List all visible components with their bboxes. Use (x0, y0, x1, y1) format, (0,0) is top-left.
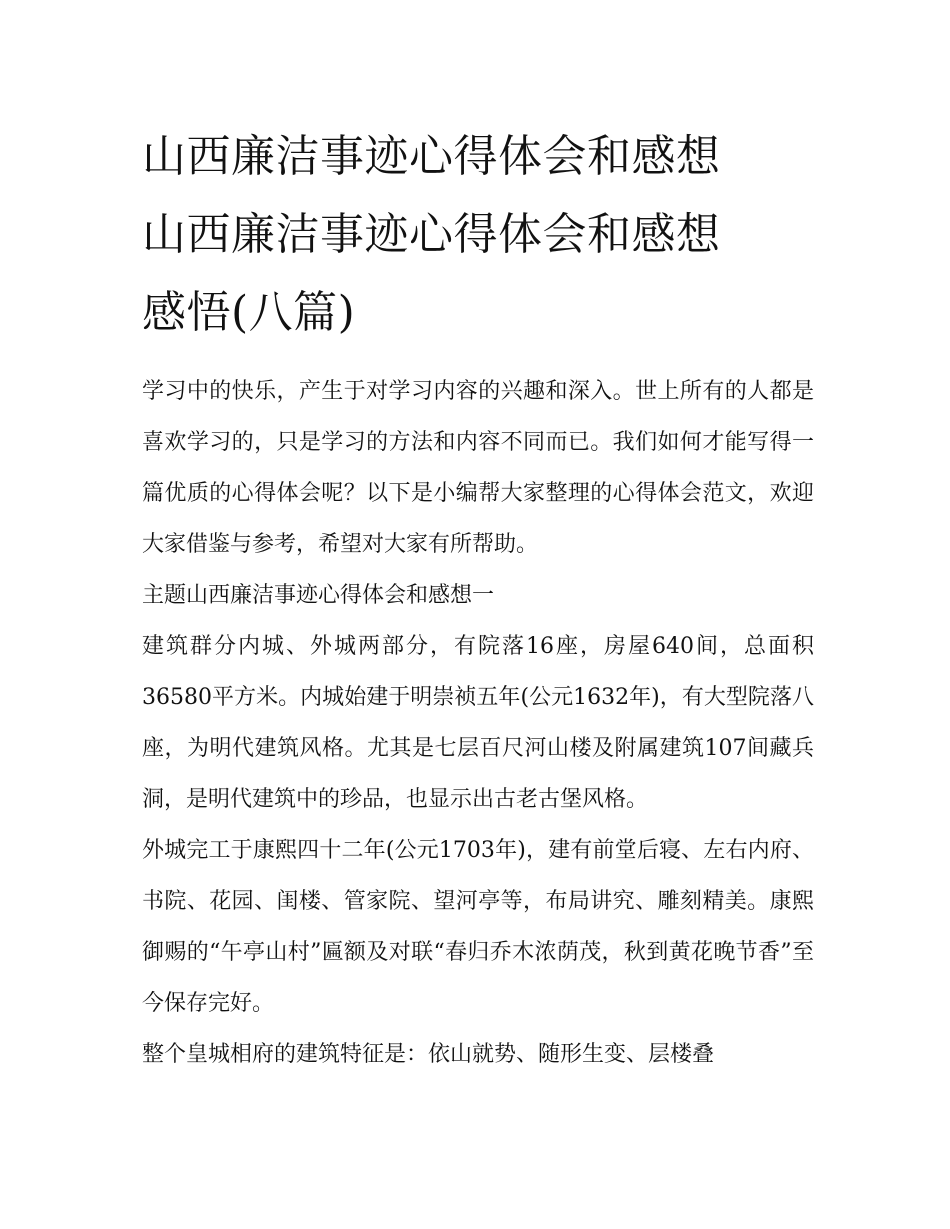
title-line-1: 山西廉洁事迹心得体会和感想 (142, 131, 721, 182)
body-paragraph-2: 外城完工于康熙四十二年(公元1703年)，建有前堂后寝、左右内府、书院、花园、闺楼、管家院、望河亭等，布局讲究、雕刻精美。康熙御赐的“午亭山村”匾额及对联“春归乔木浓荫茂，秋到黄花晚节香”至今保存完好。 (142, 838, 814, 1016)
document-title (142, 118, 814, 352)
title-line-3: 感悟(八篇) (142, 287, 356, 338)
intro-paragraph: 学习中的快乐，产生于对学习内容的兴趣和深入。世上所有的人都是喜欢学习的，只是学习的方法和内容不同而已。我们如何才能写得一篇优质的心得体会呢？以下是小编帮大家整理的心得体会范文，欢迎大家借鉴与参考，希望对大家有所帮助。 (142, 379, 814, 557)
body-paragraph-1: 建筑群分内城、外城两部分，有院落16座，房屋640间，总面积36580平方米。内城始建于明崇祯五年(公元1632年)，有大型院落八座，为明代建筑风格。尤其是七层百尺河山楼及附属建筑107间藏兵洞，是明代建筑中的珍品，也显示出古老古堡风格。 (142, 634, 814, 812)
document-page (142, 118, 814, 1080)
title-line-2: 山西廉洁事迹心得体会和感想 (142, 209, 721, 260)
body-paragraph-3: 整个皇城相府的建筑特征是：依山就势、随形生变、层楼叠 (142, 1042, 715, 1067)
section-heading: 主题山西廉洁事迹心得体会和感想一 (142, 583, 495, 608)
